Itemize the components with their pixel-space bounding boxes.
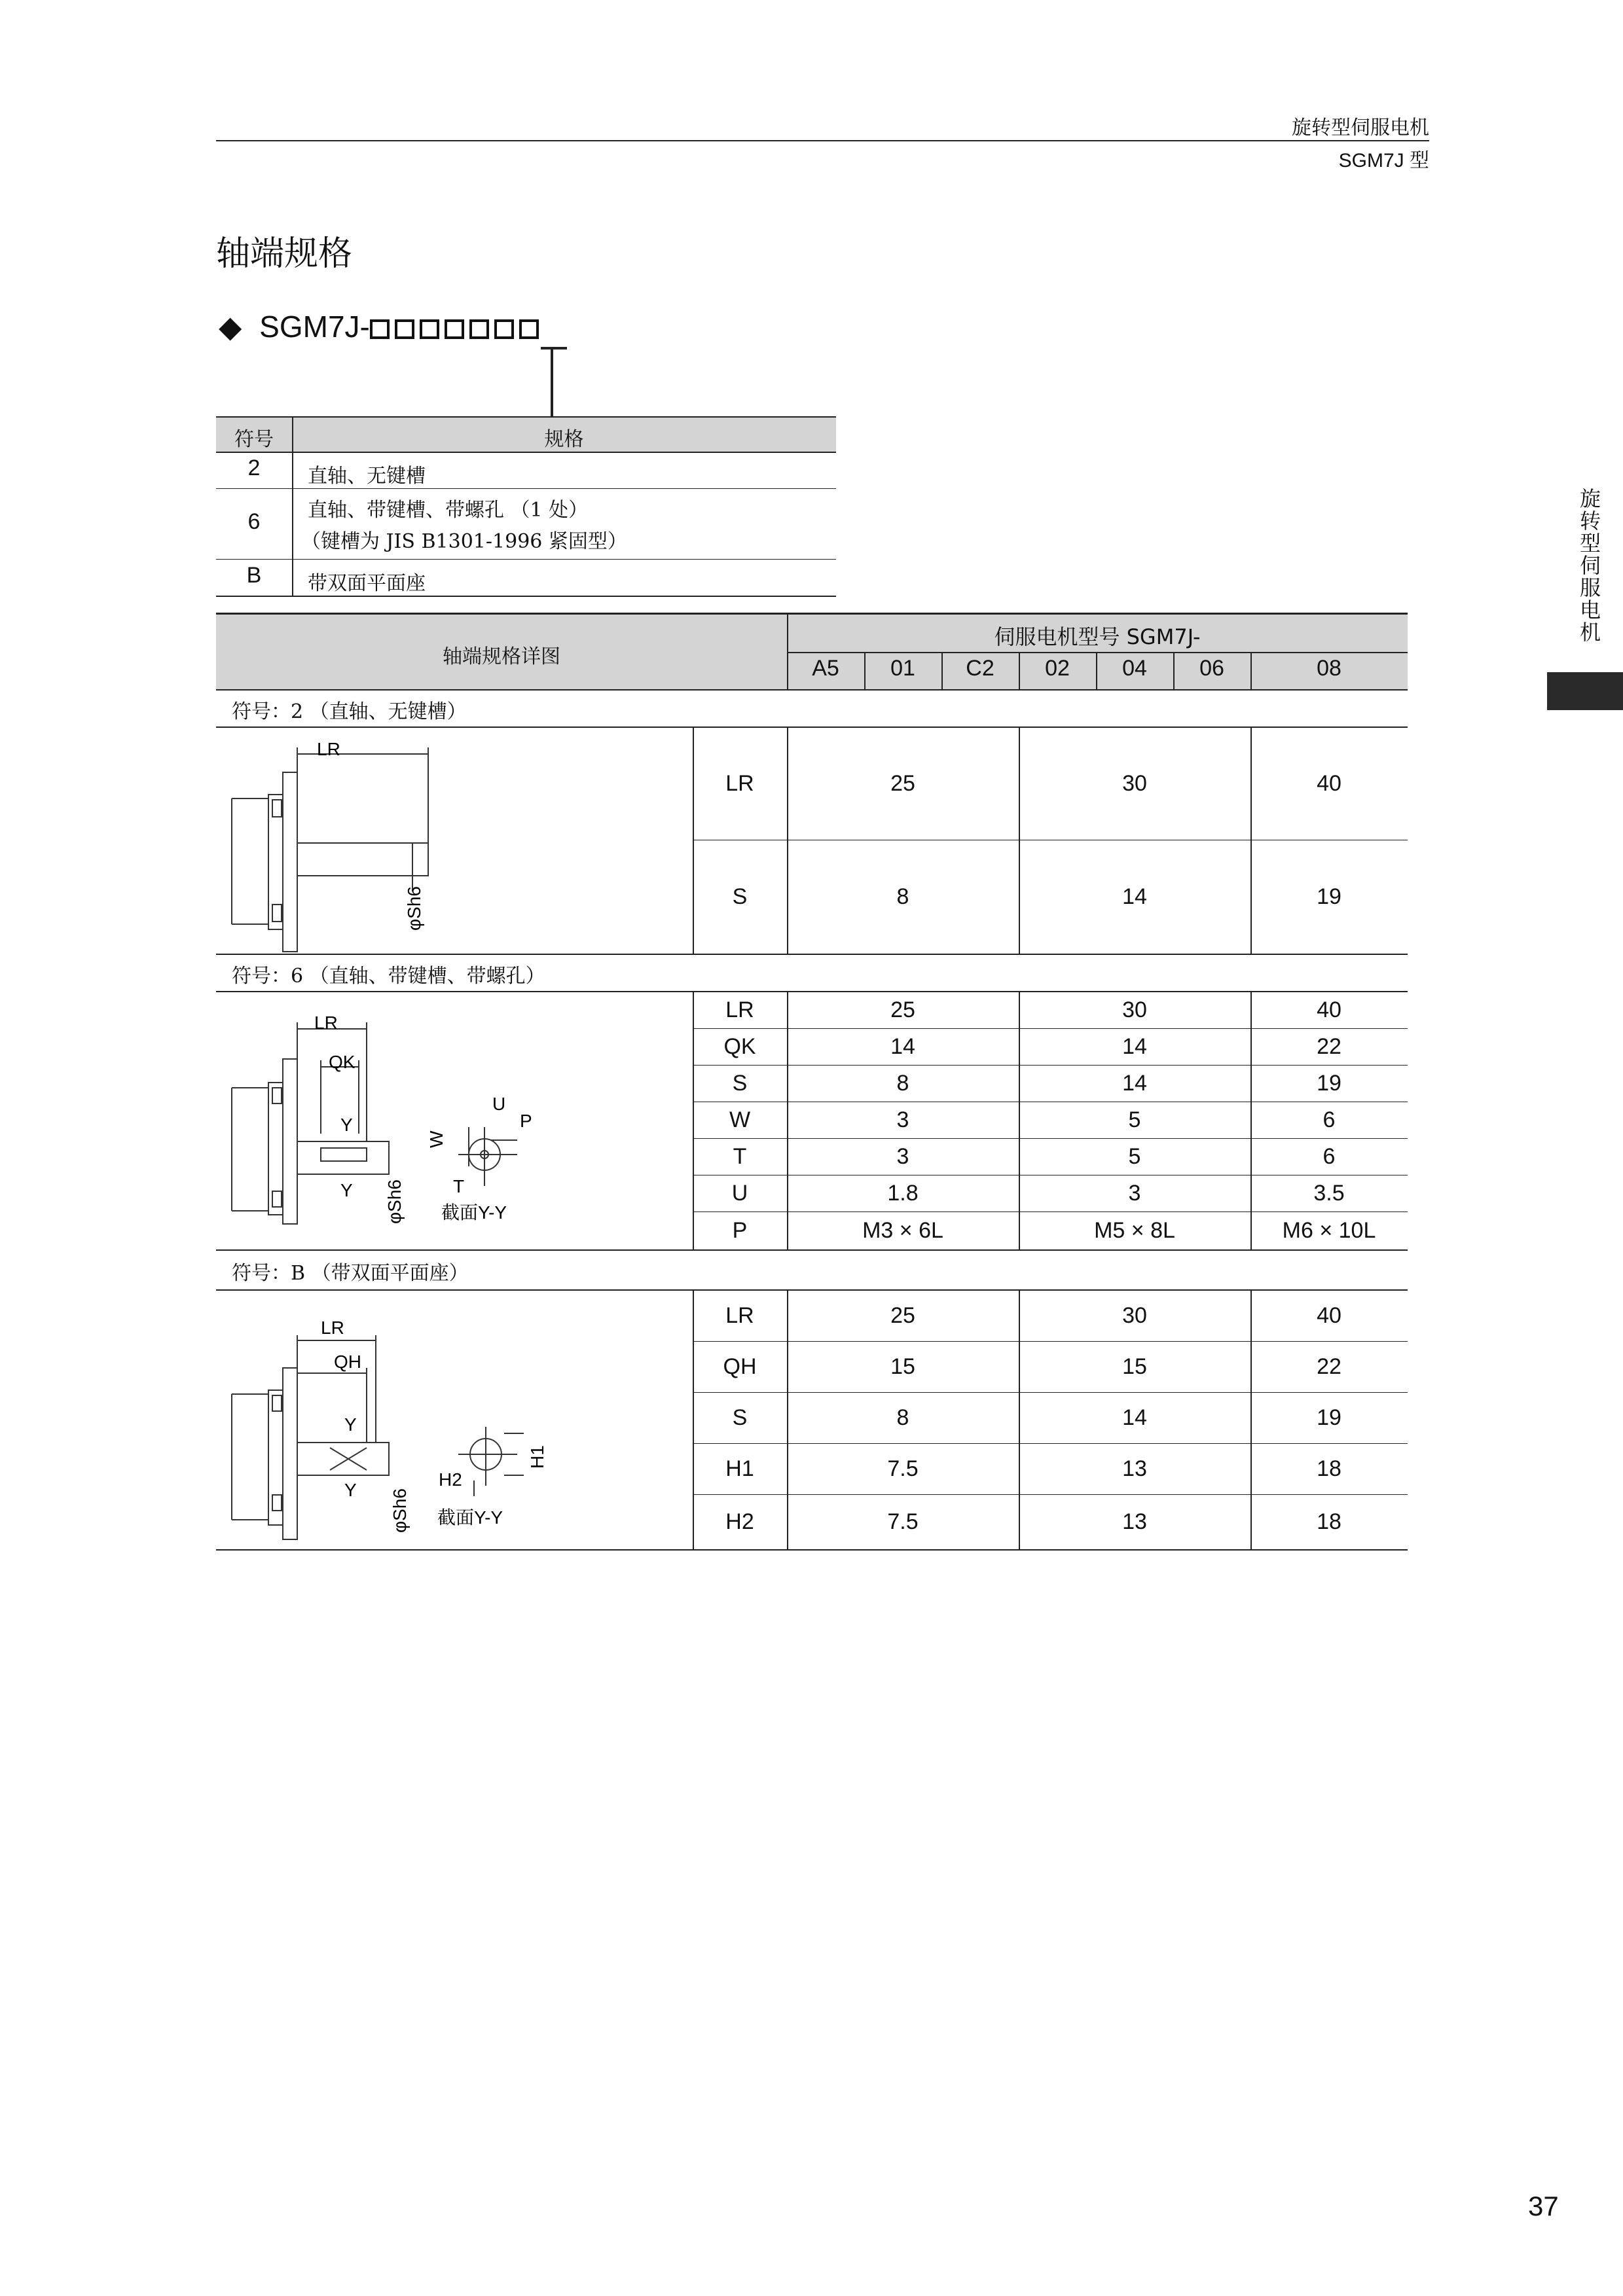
value-cell: 14 [1122,1405,1147,1430]
value-cell: 13 [1122,1456,1147,1481]
diamond-icon: ◆ [219,310,242,344]
qh-label: QH [334,1352,361,1372]
spec-row-symbol: 2 [247,456,261,480]
spec-col-spec: 规格 [544,428,584,451]
model-prefix: SGM7J- [259,310,370,344]
value-cell: 8 [896,1071,909,1096]
drawing-flat-shaft [216,1302,701,1545]
value-cell: 25 [890,1303,915,1328]
model-digit-box [445,319,464,339]
value-cell: 13 [1122,1509,1147,1534]
value-cell: 8 [896,1405,909,1430]
value-cell: 14 [1122,1071,1147,1096]
value-cell: 18 [1317,1509,1341,1534]
lr-label: LR [317,739,340,759]
model-digit-box [395,319,414,339]
spec-row-text: 直轴、无键槽 [308,465,426,488]
value-cell: 30 [1122,1303,1147,1328]
lr-label: LR [321,1318,344,1338]
drawing-keyed-shaft [216,1003,701,1225]
param-p: P [732,1218,748,1243]
param-u: U [731,1181,748,1206]
value-cell: 3 [896,1107,909,1132]
value-cell: 7.5 [887,1456,919,1481]
h1-label: H1 [527,1445,547,1469]
y-label: Y [340,1180,353,1200]
w-label: W [426,1130,447,1148]
param-lr: LR [725,771,754,796]
value-cell: 19 [1317,1405,1341,1430]
spec-row-symbol: B [246,563,262,588]
model-header: 伺服电机型号 SGM7J- [994,624,1201,649]
value-cell: 30 [1122,997,1147,1022]
sidebar-label: 旋转型伺服电机 [1577,488,1601,643]
param-h2: H2 [725,1509,754,1534]
value-cell: 3 [1128,1181,1141,1206]
model-col-01: 01 [890,656,915,681]
value-cell: 30 [1122,771,1147,796]
section-title: 符号：6 （直轴、带键槽、带螺孔） [232,965,545,988]
param-h1: H1 [725,1456,754,1481]
model-col-02: 02 [1045,656,1070,681]
model-col-06: 06 [1199,656,1224,681]
value-cell: 14 [890,1034,915,1059]
value-cell: 22 [1317,1034,1341,1059]
qk-label: QK [329,1052,356,1072]
value-cell: 6 [1322,1107,1336,1132]
value-cell: 15 [890,1354,915,1379]
model-col-04: 04 [1122,656,1147,681]
sh6-label: φSh6 [404,886,424,931]
spec-row-text: （键槽为 JIS B1301-1996 紧固型） [301,530,627,553]
value-cell: M6 × 10L [1282,1218,1376,1243]
param-s: S [732,884,748,909]
value-cell: 40 [1317,1303,1341,1328]
value-cell: 8 [896,884,909,909]
param-w: W [729,1107,751,1132]
value-cell: M5 × 8L [1094,1218,1175,1243]
header-rule [216,140,1429,141]
model-bracket-stem [551,347,553,418]
value-cell: 40 [1317,997,1341,1022]
model-boxes [370,310,544,344]
value-cell: 14 [1122,1034,1147,1059]
header-title: 旋转型伺服电机 [1292,117,1429,139]
value-cell: M3 × 6L [862,1218,943,1243]
param-qh: QH [723,1354,757,1379]
p-label: P [520,1111,532,1131]
value-cell: 3.5 [1313,1181,1345,1206]
value-cell: 40 [1317,771,1341,796]
param-lr: LR [725,1303,754,1328]
u-label: U [492,1094,506,1114]
value-cell: 25 [890,771,915,796]
spec-row-symbol: 6 [247,509,261,534]
section-title: 符号：B （带双面平面座） [232,1262,469,1285]
section-label: 截面Y-Y [437,1507,503,1528]
model-digit-box [469,319,489,339]
value-cell: 14 [1122,884,1147,909]
h2-label: H2 [439,1469,462,1490]
page-title: 轴端规格 [216,234,353,274]
model-digit-box [494,319,514,339]
detail-header: 轴端规格详图 [443,645,560,668]
model-bracket [541,347,567,350]
model-digit-box [420,319,439,339]
y-label: Y [340,1115,353,1135]
sidebar-tab-marker [1547,672,1623,710]
section-title: 符号：2 （直轴、无键槽） [232,700,467,723]
value-cell: 19 [1317,1071,1341,1096]
value-cell: 18 [1317,1456,1341,1481]
t-label: T [453,1176,465,1196]
sh6-label: φSh6 [390,1488,410,1533]
value-cell: 7.5 [887,1509,919,1534]
model-col-08: 08 [1317,656,1341,681]
y-label: Y [344,1480,357,1500]
spec-row-text: 带双面平面座 [308,572,426,595]
header-model: SGM7J 型 [1338,150,1429,171]
model-digit-box [519,319,539,339]
param-t: T [733,1144,747,1169]
param-s: S [732,1405,748,1430]
value-cell: 19 [1317,884,1341,909]
section-label: 截面Y-Y [441,1202,507,1223]
model-col-a5: A5 [812,656,839,681]
value-cell: 1.8 [887,1181,919,1206]
value-cell: 25 [890,997,915,1022]
model-digit-box [370,319,390,339]
lr-label: LR [314,1013,338,1033]
value-cell: 3 [896,1144,909,1169]
y-label: Y [344,1414,357,1435]
spec-col-symbol: 符号 [234,428,274,451]
model-code [219,309,544,344]
spec-row-text: 直轴、带键槽、带螺孔 （1 处） [308,499,589,522]
page-number: 37 [1528,2191,1559,2221]
param-s: S [732,1071,748,1096]
value-cell: 5 [1128,1107,1141,1132]
sh6-label: φSh6 [384,1179,405,1224]
value-cell: 5 [1128,1144,1141,1169]
value-cell: 15 [1122,1354,1147,1379]
model-col-c2: C2 [966,656,994,681]
value-cell: 6 [1322,1144,1336,1169]
drawing-straight-shaft [216,728,701,957]
param-lr: LR [725,997,754,1022]
value-cell: 22 [1317,1354,1341,1379]
param-qk: QK [723,1034,756,1059]
